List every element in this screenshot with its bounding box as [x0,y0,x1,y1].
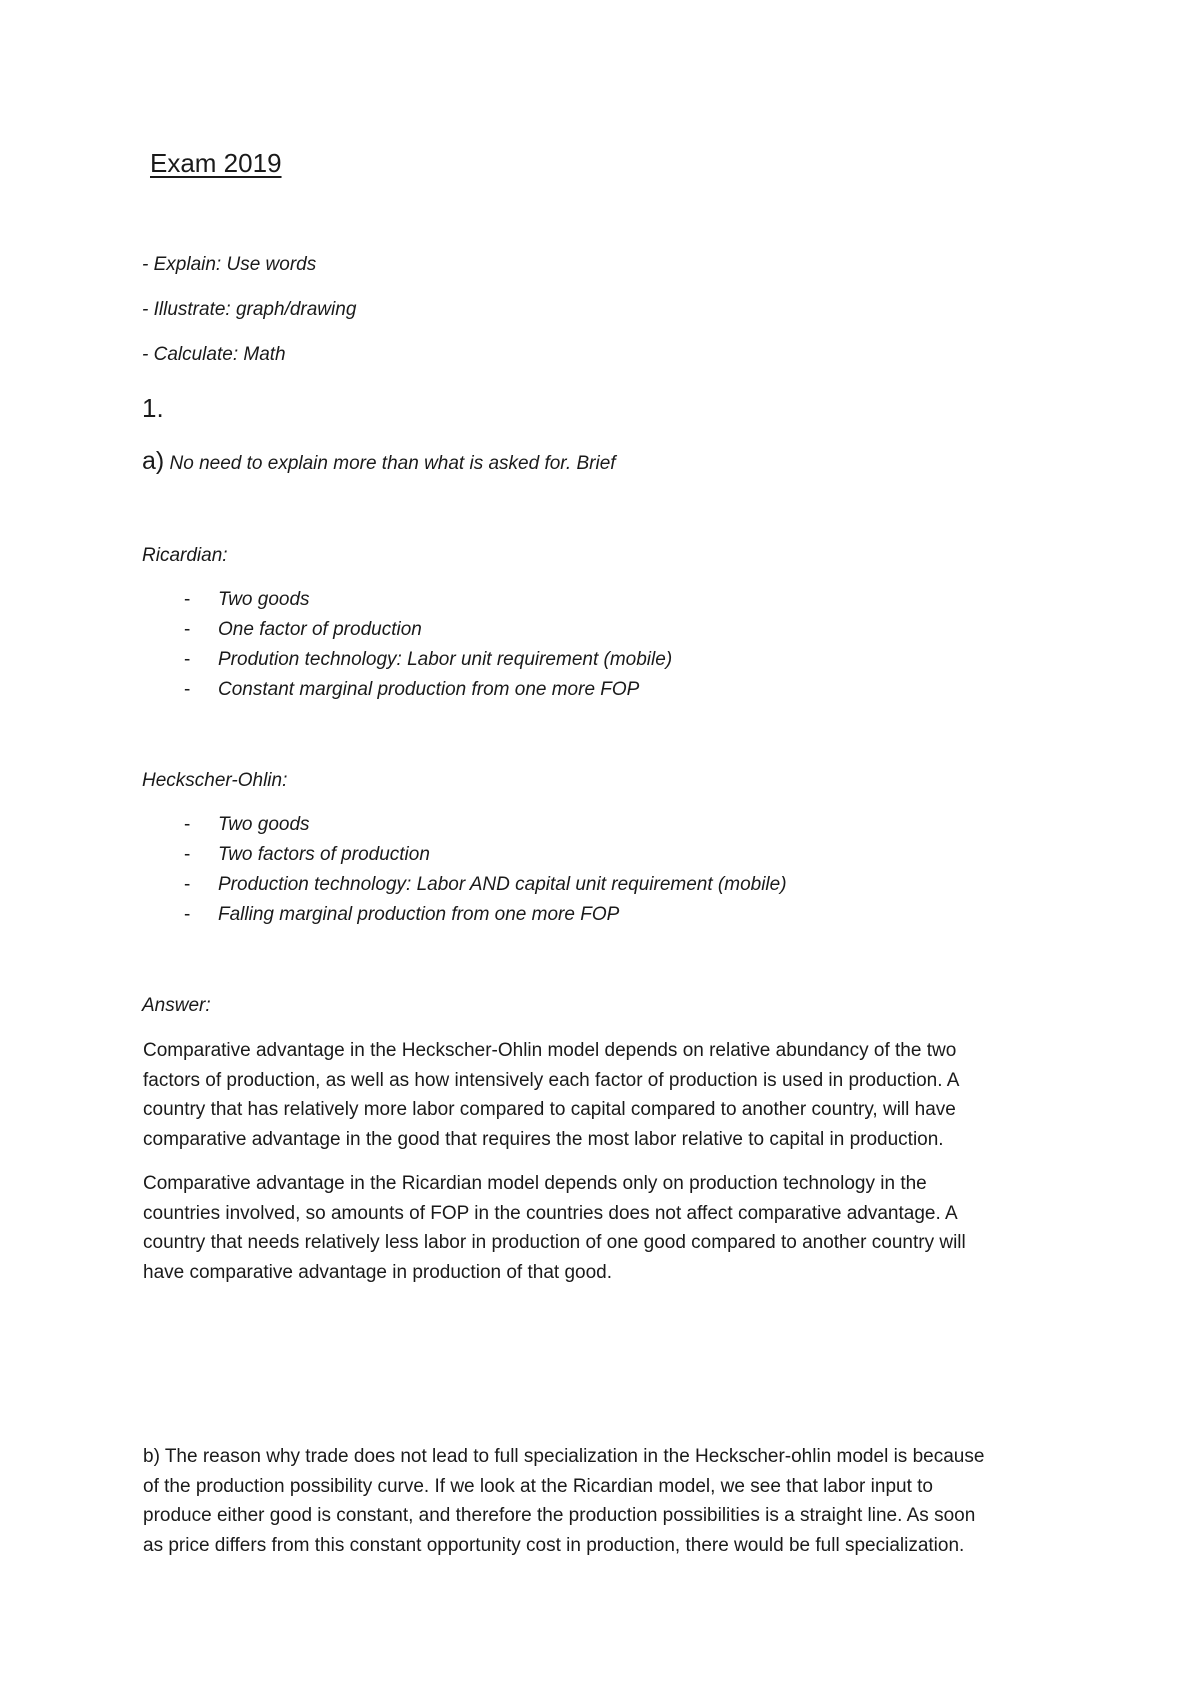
question-number: 1. [142,393,164,423]
document-title: Exam 2019 [150,148,282,178]
part-a-text: No need to explain more than what is asked for. Brief [164,453,616,474]
list-item: - Two goods [184,814,310,835]
answer-paragraph-1: Comparative advantage in the Heckscher-Ohlin model depends on relative abundancy of the two factors of production, as well as how intensively each factor of production is used in production. A country that has relatively more labor compared to capital compared to another country, will have comparative advantage in the good that requires the most labor relative to capital in production. [143,1040,960,1150]
instruction-explain: - Explain: Use words [142,254,317,275]
list-item: - Falling marginal production from one more FOP [184,904,620,925]
part-b-answer: b) The reason why trade does not lead to full specialization in the Heckscher-ohlin model is because of the production possibility curve. If we look at the Ricardian model, we see that labor input to produce either good is constant, and therefore the production possibilities is a straight line. As soon as price differs from this constant opportunity cost in production, there would be full specialization. [143,1446,985,1556]
list-item: - Two goods [184,589,310,610]
list-item: - Prodution technology: Labor unit requirement (mobile) [184,649,673,670]
list-item: - One factor of production [184,619,422,640]
instruction-illustrate: - Illustrate: graph/drawing [142,299,357,320]
heckscher-ohlin-list [142,810,787,930]
list-item: - Constant marginal production from one more FOP [184,679,640,700]
answer-label: Answer: [142,995,211,1016]
answer-paragraph-2: Comparative advantage in the Ricardian model depends only on production technology in the countries involved, so amounts of FOP in the countries does not affect comparative advantage. A country that needs relatively less labor in production of one good compared to another country will have comparative advantage in production of that good. [143,1173,966,1283]
ricardian-list [142,585,672,705]
part-a-letter: a) [142,447,165,475]
part-a-prompt [142,447,616,476]
instruction-calculate: - Calculate: Math [142,344,286,365]
list-item: - Production technology: Labor AND capital unit requirement (mobile) [184,874,787,895]
list-item: - Two factors of production [184,844,430,865]
ricardian-heading: Ricardian: [142,545,228,566]
heckscher-ohlin-heading: Heckscher-Ohlin: [142,770,288,791]
